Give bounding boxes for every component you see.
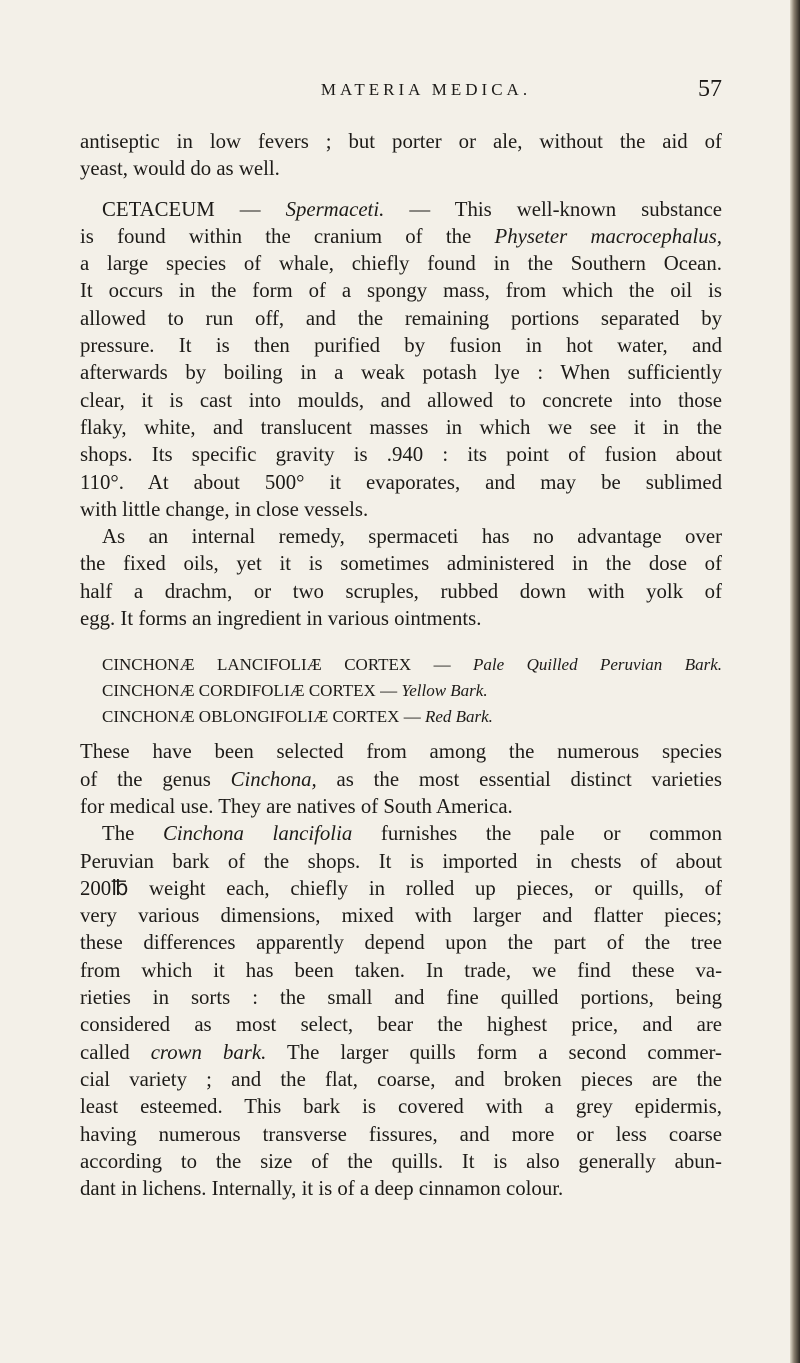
text-line: flaky, white, and translucent masses in which we see it in the	[80, 415, 722, 439]
text-line: 110°. At about 500° it evaporates, and may be sublimed	[80, 470, 722, 494]
text-line: clear, it is cast into moulds, and allowed to concrete into those	[80, 388, 722, 412]
text-line: these differences apparently depend upon the part of the tree	[80, 931, 722, 955]
cinchona-headings	[80, 652, 722, 730]
text-line: afterwards by boiling in a weak potash lye : When sufficiently	[80, 361, 722, 385]
text-line: a large species of whale, chiefly found in the Southern Ocean.	[80, 252, 722, 276]
cetaceum-italic: Spermaceti.	[285, 197, 385, 221]
text-line: very various dimensions, mixed with larger and flatter pieces;	[80, 904, 722, 928]
text-line: antiseptic in low fevers ; but porter or ale, without the aid of	[80, 130, 722, 153]
page-header	[80, 76, 722, 110]
text-line: egg. It forms an ingredient in various ointments.	[80, 607, 482, 631]
cinchona-heading-1: CINCHONÆ LANCIFOLIÆ CORTEX — Pale Quilled Peruvian Bark.	[102, 655, 722, 675]
running-title: MATERIA MEDICA.	[320, 80, 532, 99]
text-line: having numerous transverse fissures, and more or less coarse	[80, 1122, 722, 1146]
text-line: 200℔ weight each, chiefly in rolled up pieces, or quills, of	[80, 876, 722, 900]
text-line: rieties in sorts : the small and fine quilled portions, being	[80, 986, 722, 1010]
cinchona-heading-3: CINCHONÆ OBLONGIFOLIÆ CORTEX — Red Bark.	[102, 707, 493, 727]
page-body	[80, 128, 722, 1202]
text-line: is found within the cranium of the Physeter macrocephalus,	[80, 224, 722, 248]
cetaceum-head: CETACEUM	[102, 197, 215, 221]
text-line: shops. Its specific gravity is .940 : its point of fusion about	[80, 443, 722, 467]
text-line: from which it has been taken. In trade, we find these va-	[80, 958, 722, 982]
text-line: according to the size of the quills. It is also generally abun-	[80, 1149, 722, 1173]
text-line: The Cinchona lancifolia furnishes the pale or common	[102, 822, 722, 846]
text-line: called crown bark. The larger quills form a second commer-	[80, 1040, 722, 1064]
text-line: yeast, would do as well.	[80, 157, 280, 181]
text-line: These have been selected from among the numerous species	[80, 740, 722, 764]
cetaceum-heading-line: CETACEUM — Spermaceti. — This well-known substance	[102, 197, 722, 221]
cinchona-heading-2: CINCHONÆ CORDIFOLIÆ CORTEX — Yellow Bark.	[102, 681, 488, 701]
text-line: It occurs in the form of a spongy mass, from which the oil is	[80, 279, 722, 303]
text-line: As an internal remedy, spermaceti has no advantage over	[102, 525, 722, 549]
text-line: dant in lichens. Internally, it is of a deep cinnamon colour.	[80, 1177, 564, 1201]
page-edge-shadow	[790, 0, 800, 1363]
text-line: cial variety ; and the flat, coarse, and broken pieces are the	[80, 1067, 722, 1091]
page-number: 57	[698, 76, 722, 102]
crown-bark-term: crown bark.	[150, 1040, 267, 1064]
text-line: the fixed oils, yet it is sometimes administered in the dose of	[80, 552, 722, 576]
text-line: with little change, in close vessels.	[80, 497, 369, 521]
text-line: of the genus Cinchona, as the most essential distinct varieties	[80, 767, 722, 791]
text-line: allowed to run off, and the remaining portions separated by	[80, 306, 722, 330]
text-line: pressure. It is then purified by fusion in hot water, and	[80, 334, 722, 358]
text-line: half a drachm, or two scruples, rubbed down with yolk of	[80, 579, 722, 603]
text-line: considered as most select, bear the highest price, and are	[80, 1013, 722, 1037]
text-line: for medical use. They are natives of South America.	[80, 794, 513, 818]
text-line: Peruvian bark of the shops. It is imported in chests of about	[80, 849, 722, 873]
text-line: least esteemed. This bark is covered with a grey epidermis,	[80, 1095, 722, 1119]
